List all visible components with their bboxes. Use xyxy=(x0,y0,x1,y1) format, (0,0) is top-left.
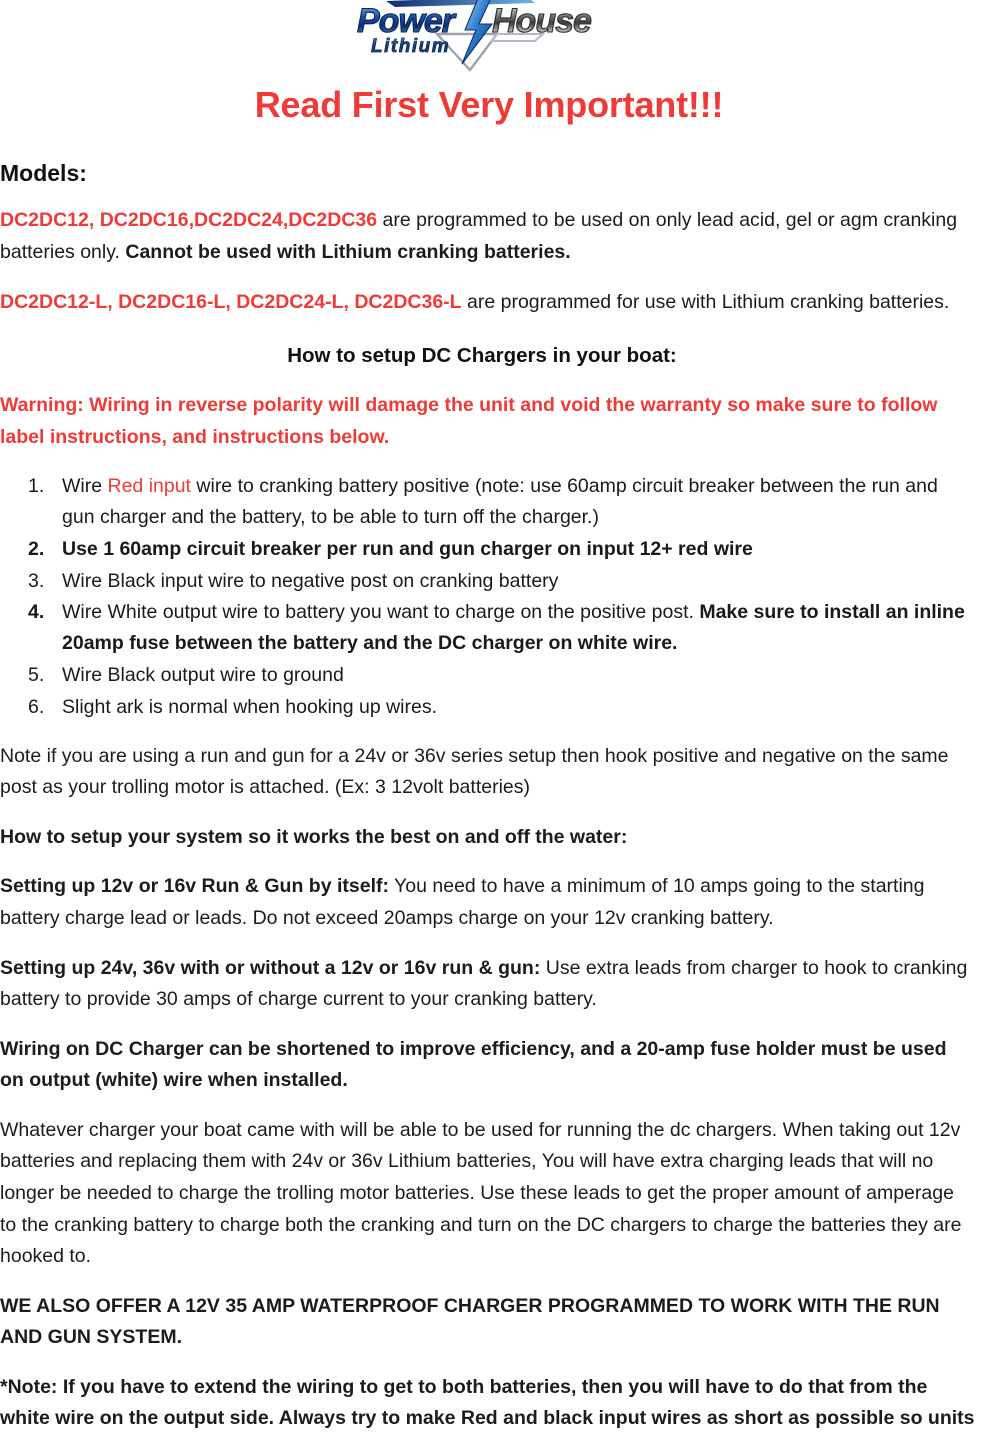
setup-24v-text: Use extra leads from charger to hook to cranking battery to provide 30 amps of charge current to your cranking battery. xyxy=(0,956,968,1011)
model-codes-lithium: DC2DC12-L, DC2DC16-L, DC2DC24-L, DC2DC36-L xyxy=(0,290,462,313)
step-text-post: Wire Black input wire to negative post on cranking battery xyxy=(62,569,559,592)
step-number: 6. xyxy=(28,695,45,718)
setup-12v-paragraph xyxy=(0,871,989,934)
list-item xyxy=(0,534,989,565)
models-standard-text: are programmed to be used on only lead acid, gel or agm cranking batteries only. xyxy=(0,209,958,263)
step-text-post: Wire Black output wire to ground xyxy=(62,664,344,687)
models-label: Models: xyxy=(0,160,87,187)
also-offer-paragraph: WE ALSO OFFER A 12V 35 AMP WATERPROOF CHARGER PROGRAMMED TO WORK WITH THE RUN AND GUN SYSTEM. xyxy=(0,1294,940,1349)
list-item xyxy=(0,471,989,533)
powerhouse-lithium-logo xyxy=(329,0,649,72)
models-paragraph-standard xyxy=(0,205,989,268)
setup-12v-text: You need to have a minimum of 10 amps going to the starting battery charge lead or leads. Do not exceed 20amps charge on your 12v cranking battery. xyxy=(0,875,925,929)
step-text-bold-tail: Make sure to install an inline 20amp fuse between the battery and the DC charger on white wire. xyxy=(62,601,965,655)
logo-word-house: House xyxy=(492,2,591,40)
instruction-steps-list xyxy=(0,471,989,722)
best-setup-heading: How to setup your system so it works the best on and off the water: xyxy=(0,825,628,848)
step-number: 4. xyxy=(28,601,45,624)
page-title: Read First Very Important!!! xyxy=(254,84,724,125)
list-item xyxy=(0,566,989,597)
models-lithium-text: are programmed for use with Lithium cranking batteries. xyxy=(461,290,950,313)
final-note-paragraph: *Note: If you have to extend the wiring to get to both batteries, then you will have to do that from the white wire on the output side. Always try to make Red and black input wires as short as possible so units xyxy=(0,1375,975,1430)
logo-word-power: Power xyxy=(357,2,455,40)
setup-12v-label: Setting up 12v or 16v Run & Gun by itself: xyxy=(0,875,389,898)
model-codes-standard: DC2DC12, DC2DC16,DC2DC24,DC2DC36 xyxy=(0,209,378,232)
list-item xyxy=(0,692,989,723)
step-text-post: Use 1 60amp circuit breaker per run and gun charger on input 12+ red wire xyxy=(62,537,753,560)
setup-heading: How to setup DC Chargers in your boat: xyxy=(287,344,677,368)
step-number: 3. xyxy=(28,569,45,592)
step-text-pre: Wire xyxy=(62,475,108,498)
lightning-bolt-icon xyxy=(462,0,492,64)
step-text-post: Slight ark is normal when hooking up wires. xyxy=(62,695,438,718)
logo-container xyxy=(0,0,989,70)
step-text-post: wire to cranking battery positive (note: use 60amp circuit breaker between the run and gun charger and the battery, to be able to turn off the charger.) xyxy=(62,475,938,529)
series-note-paragraph: Note if you are using a run and gun for a 24v or 36v series setup then hook positive and negative on the same post as your trolling motor is attached. (Ex: 3 12volt batteries) xyxy=(0,744,949,799)
wiring-shorten-paragraph: Wiring on DC Charger can be shortened to improve efficiency, and a 20-amp fuse holder must be used on output (white) wire when installed. xyxy=(0,1037,947,1092)
whatever-charger-paragraph: Whatever charger your boat came with will be able to be used for running the dc chargers. When taking out 12v batteries and replacing them with 24v or 36v Lithium batteries, You will have extra charging leads that will no longer be needed to charge the trolling motor batteries. Use these leads to get the proper amount of amperage to the cranking battery to charge both the cranking and turn on the DC chargers to charge the batteries they are hooked to. xyxy=(0,1118,962,1268)
step-number: 1. xyxy=(28,475,45,498)
warning-paragraph: Warning: Wiring in reverse polarity will damage the unit and void the warranty so make sure to follow label instructions, and instructions below. xyxy=(0,394,938,448)
step-text-pre: Wire White output wire to battery you want to charge on the positive post. xyxy=(62,601,700,624)
setup-24v-label: Setting up 24v, 36v with or without a 12v or 16v run & gun: xyxy=(0,956,541,979)
list-item xyxy=(0,597,989,659)
models-paragraph-lithium xyxy=(0,287,989,319)
step-text-red: Red input xyxy=(107,475,191,498)
models-standard-warning: Cannot be used with Lithium cranking batteries. xyxy=(125,240,571,263)
logo-word-lithium: Lithium xyxy=(371,36,451,57)
setup-24v-paragraph xyxy=(0,953,989,1016)
step-number: 2. xyxy=(28,537,45,560)
list-item xyxy=(0,660,989,691)
step-number: 5. xyxy=(28,664,45,687)
